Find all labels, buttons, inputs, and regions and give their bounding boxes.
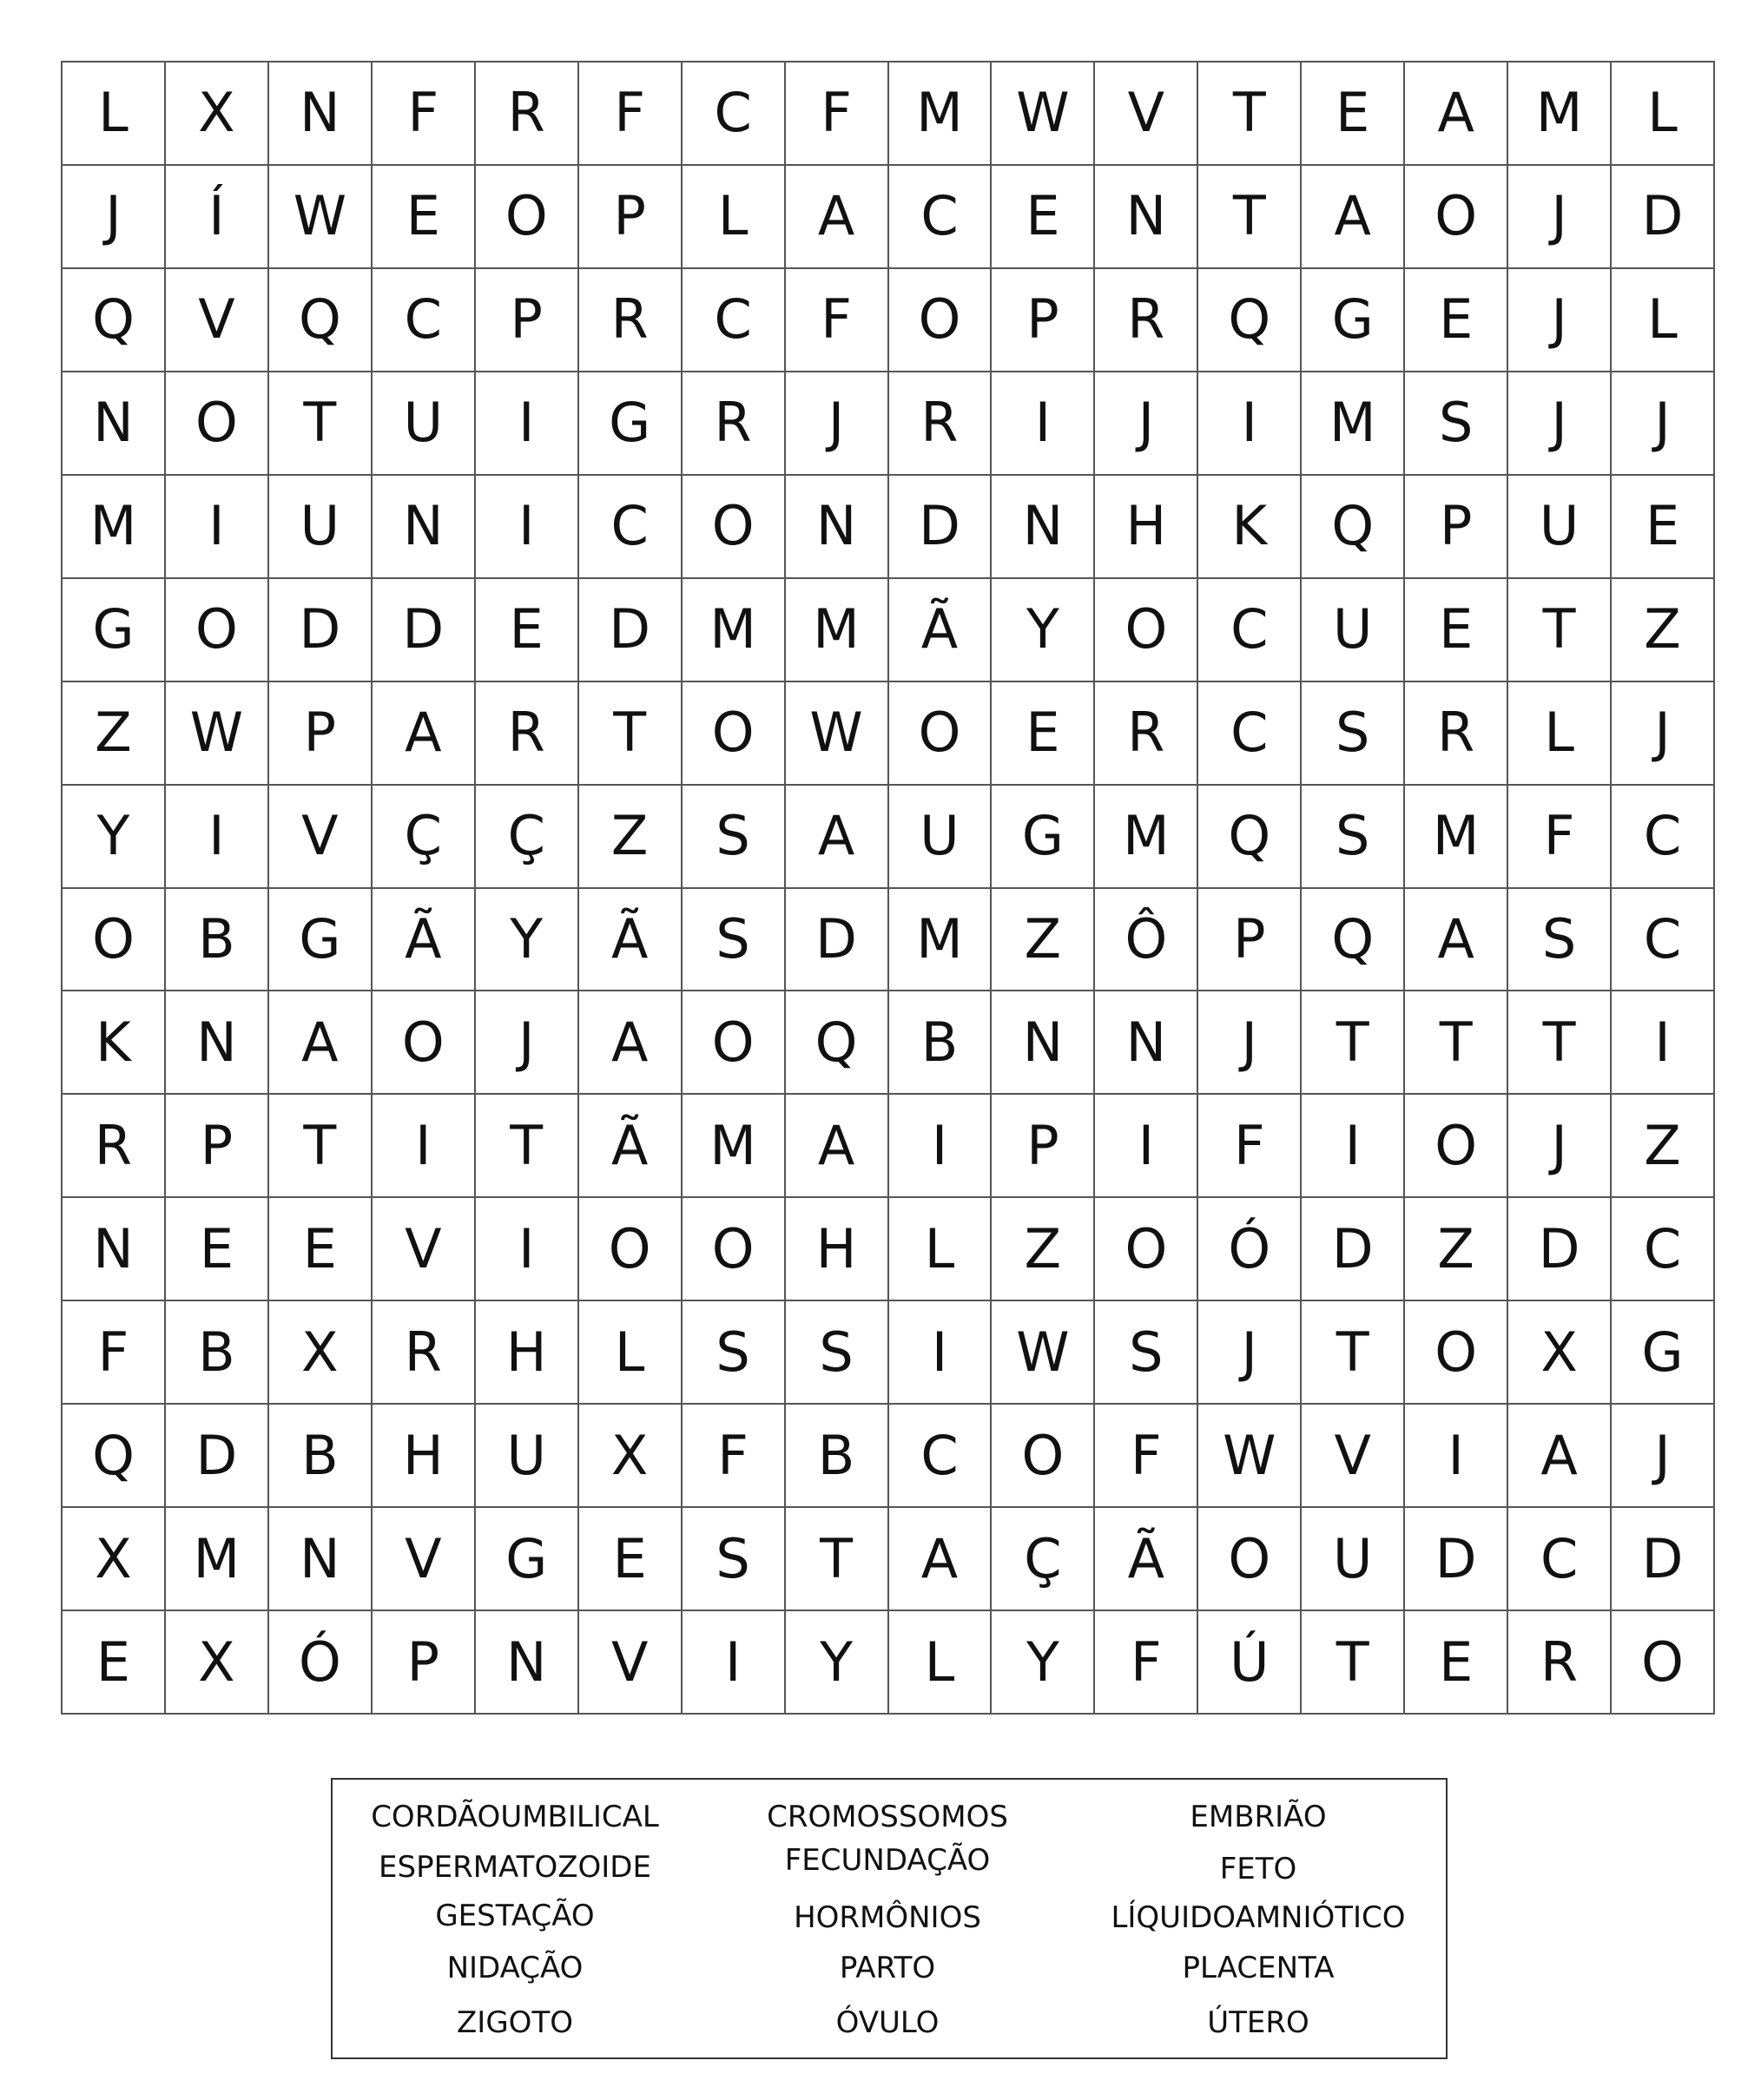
grid-cell[interactable]: C [1612,786,1715,889]
word-list-item: ESPERMATOZOIDE [379,1850,651,1885]
grid-cell[interactable]: P [992,1095,1095,1198]
grid-cell[interactable]: T [1302,991,1405,1095]
word-list [331,1778,1448,2059]
grid-cell[interactable]: S [683,786,786,889]
grid-cell[interactable]: T [1302,1301,1405,1405]
grid-cell[interactable]: M [889,889,993,992]
word-list-item: CROMOSSOMOS [767,1800,1008,1834]
grid-cell[interactable]: I [683,1611,786,1715]
grid-cell[interactable]: M [889,63,993,166]
grid-cell[interactable]: M [683,579,786,682]
grid-cell[interactable]: C [579,476,683,579]
grid-cell[interactable]: T [1302,1611,1405,1715]
grid-cell[interactable]: N [63,1198,166,1301]
grid-cell[interactable]: J [786,372,889,476]
grid-cell[interactable]: I [1095,1095,1198,1198]
grid-cell[interactable]: X [579,1405,683,1508]
grid-cell[interactable]: N [1095,991,1198,1095]
grid-cell[interactable]: Q [1302,889,1405,992]
grid-cell[interactable]: R [889,372,993,476]
grid-cell[interactable]: M [683,1095,786,1198]
grid-cell[interactable]: G [1612,1301,1715,1405]
grid-cell[interactable]: E [166,1198,269,1301]
grid-cell[interactable]: O [373,991,476,1095]
grid-cell[interactable]: M [63,476,166,579]
grid-cell[interactable]: P [579,166,683,269]
grid-cell[interactable]: L [889,1198,993,1301]
word-list-item: EMBRIÃO [1190,1800,1327,1834]
word-list-item: GESTAÇÃO [435,1899,595,1933]
grid-cell[interactable]: Q [269,269,373,372]
grid-cell[interactable]: J [1508,372,1612,476]
word-list-item: ÓVULO [835,2005,940,2040]
grid-cell[interactable]: T [1198,63,1302,166]
grid-cell[interactable]: U [1302,579,1405,682]
grid-cell[interactable]: A [1405,889,1508,992]
grid-cell[interactable]: A [269,991,373,1095]
grid-cell[interactable]: N [1095,166,1198,269]
grid-cell[interactable]: E [1405,269,1508,372]
grid-cell[interactable]: I [476,476,579,579]
grid-cell[interactable]: H [476,1301,579,1405]
grid-cell[interactable]: P [992,269,1095,372]
word-list-item: PLACENTA [1182,1951,1335,1985]
grid-cell[interactable]: I [1302,1095,1405,1198]
grid-cell[interactable]: U [476,1405,579,1508]
grid-cell[interactable]: S [683,1301,786,1405]
grid-cell[interactable]: Z [1405,1198,1508,1301]
grid-cell[interactable]: S [1405,372,1508,476]
grid-cell[interactable]: R [63,1095,166,1198]
grid-cell[interactable]: X [63,1508,166,1611]
grid-cell[interactable]: W [992,63,1095,166]
grid-cell[interactable]: I [476,1198,579,1301]
grid-cell[interactable]: S [1302,786,1405,889]
grid-cell[interactable]: P [1405,476,1508,579]
grid-cell[interactable]: U [1508,476,1612,579]
grid-cell[interactable]: I [1198,372,1302,476]
grid-cell[interactable]: A [1405,63,1508,166]
grid-cell[interactable]: Z [63,682,166,786]
grid-cell[interactable]: O [889,682,993,786]
grid-cell[interactable]: L [889,1611,993,1715]
grid-cell[interactable]: O [166,579,269,682]
grid-cell[interactable]: I [373,1095,476,1198]
grid-cell[interactable]: Ã [889,579,993,682]
grid-cell[interactable]: F [579,63,683,166]
grid-cell[interactable]: O [683,1198,786,1301]
grid-cell[interactable]: T [269,1095,373,1198]
grid-cell[interactable]: C [683,63,786,166]
grid-cell[interactable]: E [373,166,476,269]
grid-cell[interactable]: G [579,372,683,476]
grid-cell[interactable]: O [1405,1095,1508,1198]
grid-cell[interactable]: J [1508,269,1612,372]
grid-cell[interactable]: K [63,991,166,1095]
grid-cell[interactable]: N [476,1611,579,1715]
grid-cell[interactable]: C [683,269,786,372]
grid-cell[interactable]: D [889,476,993,579]
grid-cell[interactable]: I [1612,991,1715,1095]
grid-cell[interactable]: T [1508,579,1612,682]
grid-cell[interactable]: Z [579,786,683,889]
grid-cell[interactable]: G [63,579,166,682]
grid-cell[interactable]: E [1612,476,1715,579]
grid-cell[interactable]: Q [786,991,889,1095]
grid-cell[interactable]: U [1302,1508,1405,1611]
grid-cell[interactable]: S [683,1508,786,1611]
grid-cell[interactable]: Q [1198,786,1302,889]
grid-cell[interactable]: J [1612,1405,1715,1508]
grid-cell[interactable]: O [683,682,786,786]
grid-cell[interactable]: R [476,63,579,166]
grid-cell[interactable]: C [1612,1198,1715,1301]
grid-cell[interactable]: B [786,1405,889,1508]
grid-cell[interactable]: R [1405,682,1508,786]
grid-cell[interactable]: B [166,889,269,992]
grid-cell[interactable]: O [992,1405,1095,1508]
grid-cell[interactable]: G [476,1508,579,1611]
grid-cell[interactable]: A [786,1095,889,1198]
grid-cell[interactable]: N [269,1508,373,1611]
grid-cell[interactable]: A [889,1508,993,1611]
grid-cell[interactable]: B [166,1301,269,1405]
grid-cell[interactable]: A [1508,1405,1612,1508]
grid-cell[interactable]: E [992,682,1095,786]
word-list-item: CORDÃOUMBILICAL [371,1800,659,1834]
grid-cell[interactable]: F [786,269,889,372]
grid-cell[interactable]: Ô [1095,889,1198,992]
grid-cell[interactable]: V [373,1508,476,1611]
grid-cell[interactable]: D [269,579,373,682]
grid-cell[interactable]: V [1095,63,1198,166]
grid-cell[interactable]: I [889,1301,993,1405]
grid-cell[interactable]: G [1302,269,1405,372]
grid-cell[interactable]: N [992,991,1095,1095]
grid-cell[interactable]: T [1198,166,1302,269]
grid-cell[interactable]: E [992,166,1095,269]
grid-cell[interactable]: O [1405,1301,1508,1405]
grid-cell[interactable]: F [1095,1405,1198,1508]
grid-cell[interactable]: J [1612,682,1715,786]
grid-cell[interactable]: D [786,889,889,992]
grid-cell[interactable]: L [1612,63,1715,166]
grid-cell[interactable]: R [683,372,786,476]
grid-cell[interactable]: F [683,1405,786,1508]
grid-cell[interactable]: N [166,991,269,1095]
grid-cell[interactable]: Ã [579,1095,683,1198]
word-list-item: FECUNDAÇÃO [784,1843,991,1878]
grid-cell[interactable]: X [166,63,269,166]
grid-cell[interactable]: S [786,1301,889,1405]
grid-cell[interactable]: T [1405,991,1508,1095]
grid-cell[interactable]: J [1508,1095,1612,1198]
grid-cell[interactable]: Ç [992,1508,1095,1611]
grid-cell[interactable]: A [786,786,889,889]
grid-cell[interactable]: N [373,476,476,579]
grid-cell[interactable]: S [1508,889,1612,992]
grid-cell[interactable]: K [1198,476,1302,579]
grid-cell[interactable]: X [269,1301,373,1405]
grid-cell[interactable]: D [579,579,683,682]
grid-cell[interactable]: P [166,1095,269,1198]
grid-cell[interactable]: S [1095,1301,1198,1405]
word-list-item: ÚTERO [1207,2005,1309,2040]
word-list-item: NIDAÇÃO [446,1951,584,1985]
grid-cell[interactable]: C [1198,579,1302,682]
grid-cell[interactable]: F [1095,1611,1198,1715]
grid-cell[interactable]: R [373,1301,476,1405]
grid-cell[interactable]: O [1095,579,1198,682]
grid-cell[interactable]: E [269,1198,373,1301]
word-list-item: PARTO [839,1951,936,1985]
grid-cell[interactable]: V [269,786,373,889]
grid-cell[interactable]: J [1095,372,1198,476]
grid-cell[interactable]: E [1405,1611,1508,1715]
grid-cell[interactable]: O [1405,166,1508,269]
grid-cell[interactable]: R [1508,1611,1612,1715]
grid-cell[interactable]: Ó [269,1611,373,1715]
grid-cell[interactable]: C [889,1405,993,1508]
grid-cell[interactable]: W [786,682,889,786]
grid-cell[interactable]: F [1198,1095,1302,1198]
grid-cell[interactable]: V [579,1611,683,1715]
grid-cell[interactable]: J [476,991,579,1095]
grid-cell[interactable]: T [579,682,683,786]
grid-cell[interactable]: B [889,991,993,1095]
grid-cell[interactable]: E [63,1611,166,1715]
grid-cell[interactable]: H [1095,476,1198,579]
grid-cell[interactable]: O [476,166,579,269]
grid-cell[interactable]: Z [1612,579,1715,682]
grid-cell[interactable]: W [166,682,269,786]
grid-cell[interactable]: U [269,476,373,579]
grid-cell[interactable]: C [373,269,476,372]
grid-cell[interactable]: L [1508,682,1612,786]
grid-cell[interactable]: Ã [1095,1508,1198,1611]
grid-cell[interactable]: L [683,166,786,269]
grid-cell[interactable]: P [476,269,579,372]
grid-cell[interactable]: N [992,476,1095,579]
grid-cell[interactable]: Z [992,1198,1095,1301]
grid-cell[interactable]: I [992,372,1095,476]
grid-cell[interactable]: C [889,166,993,269]
grid-cell[interactable]: R [1095,269,1198,372]
grid-cell[interactable]: J [63,166,166,269]
word-list-item: ZIGOTO [457,2005,573,2040]
grid-cell[interactable]: A [1302,166,1405,269]
grid-cell[interactable]: C [1612,889,1715,992]
grid-cell[interactable]: O [579,1198,683,1301]
grid-cell[interactable]: D [1405,1508,1508,1611]
grid-cell[interactable]: O [889,269,993,372]
grid-cell[interactable]: R [579,269,683,372]
grid-cell[interactable]: Q [1302,476,1405,579]
grid-cell[interactable]: I [1405,1405,1508,1508]
grid-cell[interactable]: T [269,372,373,476]
grid-cell[interactable]: F [63,1301,166,1405]
grid-cell[interactable]: Y [63,786,166,889]
grid-cell[interactable]: S [683,889,786,992]
grid-cell[interactable]: O [683,991,786,1095]
grid-cell[interactable]: R [476,682,579,786]
grid-cell[interactable]: L [1612,269,1715,372]
grid-cell[interactable]: D [1508,1198,1612,1301]
grid-cell[interactable]: F [1508,786,1612,889]
grid-cell[interactable]: M [1302,372,1405,476]
grid-cell[interactable]: I [889,1095,993,1198]
grid-cell[interactable]: M [786,579,889,682]
grid-cell[interactable]: D [373,579,476,682]
word-list-item: LÍQUIDOAMNIÓTICO [1111,1900,1406,1935]
grid-cell[interactable]: Í [166,166,269,269]
grid-cell[interactable]: Ç [373,786,476,889]
grid-cell[interactable]: O [1612,1611,1715,1715]
grid-cell[interactable]: S [1302,682,1405,786]
grid-cell[interactable]: Y [992,579,1095,682]
grid-cell[interactable]: M [166,1508,269,1611]
word-list-item: HORMÔNIOS [794,1900,981,1935]
grid-cell[interactable]: Q [63,1405,166,1508]
grid-cell[interactable]: C [1508,1508,1612,1611]
grid-cell[interactable]: G [992,786,1095,889]
grid-cell[interactable]: B [269,1405,373,1508]
grid-cell[interactable]: Y [992,1611,1095,1715]
grid-cell[interactable]: P [373,1611,476,1715]
grid-cell[interactable]: M [1095,786,1198,889]
grid-cell[interactable]: R [1095,682,1198,786]
grid-cell[interactable]: D [1302,1198,1405,1301]
grid-cell[interactable]: T [476,1095,579,1198]
grid-cell[interactable]: M [1508,63,1612,166]
grid-cell[interactable]: X [166,1611,269,1715]
grid-cell[interactable]: N [269,63,373,166]
grid-cell[interactable]: U [889,786,993,889]
grid-cell[interactable]: T [1508,991,1612,1095]
grid-cell[interactable]: Ç [476,786,579,889]
grid-cell[interactable]: X [1508,1301,1612,1405]
grid-cell[interactable]: Y [786,1611,889,1715]
word-search-grid [61,61,1715,1715]
grid-cell[interactable]: L [63,63,166,166]
grid-cell[interactable]: D [1612,1508,1715,1611]
grid-cell[interactable]: H [373,1405,476,1508]
grid-cell[interactable]: Ó [1198,1198,1302,1301]
grid-cell[interactable]: O [683,476,786,579]
grid-cell[interactable]: Y [476,889,579,992]
grid-cell[interactable]: W [1198,1405,1302,1508]
grid-cell[interactable]: O [166,372,269,476]
grid-cell[interactable]: E [1302,63,1405,166]
grid-cell[interactable]: A [373,682,476,786]
grid-cell[interactable]: T [786,1508,889,1611]
grid-cell[interactable]: Ú [1198,1611,1302,1715]
grid-cell[interactable]: Z [992,889,1095,992]
grid-cell[interactable]: H [786,1198,889,1301]
grid-cell[interactable]: M [1405,786,1508,889]
grid-cell[interactable]: F [373,63,476,166]
grid-cell[interactable]: D [166,1405,269,1508]
grid-cell[interactable]: A [786,166,889,269]
grid-cell[interactable]: F [786,63,889,166]
grid-cell[interactable]: G [269,889,373,992]
grid-cell[interactable]: A [579,991,683,1095]
grid-cell[interactable]: N [786,476,889,579]
grid-cell[interactable]: V [166,269,269,372]
grid-cell[interactable]: Q [1198,269,1302,372]
grid-cell[interactable]: V [1302,1405,1405,1508]
grid-cell[interactable]: O [63,889,166,992]
grid-cell[interactable]: O [1095,1198,1198,1301]
grid-cell[interactable]: U [373,372,476,476]
word-list-item: FETO [1219,1852,1297,1886]
grid-cell[interactable]: I [166,476,269,579]
grid-cell[interactable]: Z [1612,1095,1715,1198]
grid-cell[interactable]: I [166,786,269,889]
grid-cell[interactable]: E [1405,579,1508,682]
grid-cell[interactable]: L [579,1301,683,1405]
grid-cell[interactable]: D [1612,166,1715,269]
grid-cell[interactable]: E [476,579,579,682]
grid-cell[interactable]: Ã [579,889,683,992]
grid-cell[interactable]: P [269,682,373,786]
grid-cell[interactable]: E [579,1508,683,1611]
grid-cell[interactable]: Q [63,269,166,372]
grid-cell[interactable]: I [476,372,579,476]
grid-cell[interactable]: W [992,1301,1095,1405]
grid-cell[interactable]: V [373,1198,476,1301]
grid-cell[interactable]: J [1198,1301,1302,1405]
grid-cell[interactable]: Ã [373,889,476,992]
grid-cell[interactable]: N [63,372,166,476]
grid-cell[interactable]: J [1508,166,1612,269]
grid-cell[interactable]: C [1198,682,1302,786]
grid-cell[interactable]: J [1198,991,1302,1095]
grid-cell[interactable]: J [1612,372,1715,476]
grid-cell[interactable]: O [1198,1508,1302,1611]
grid-cell[interactable]: W [269,166,373,269]
grid-cell[interactable]: P [1198,889,1302,992]
